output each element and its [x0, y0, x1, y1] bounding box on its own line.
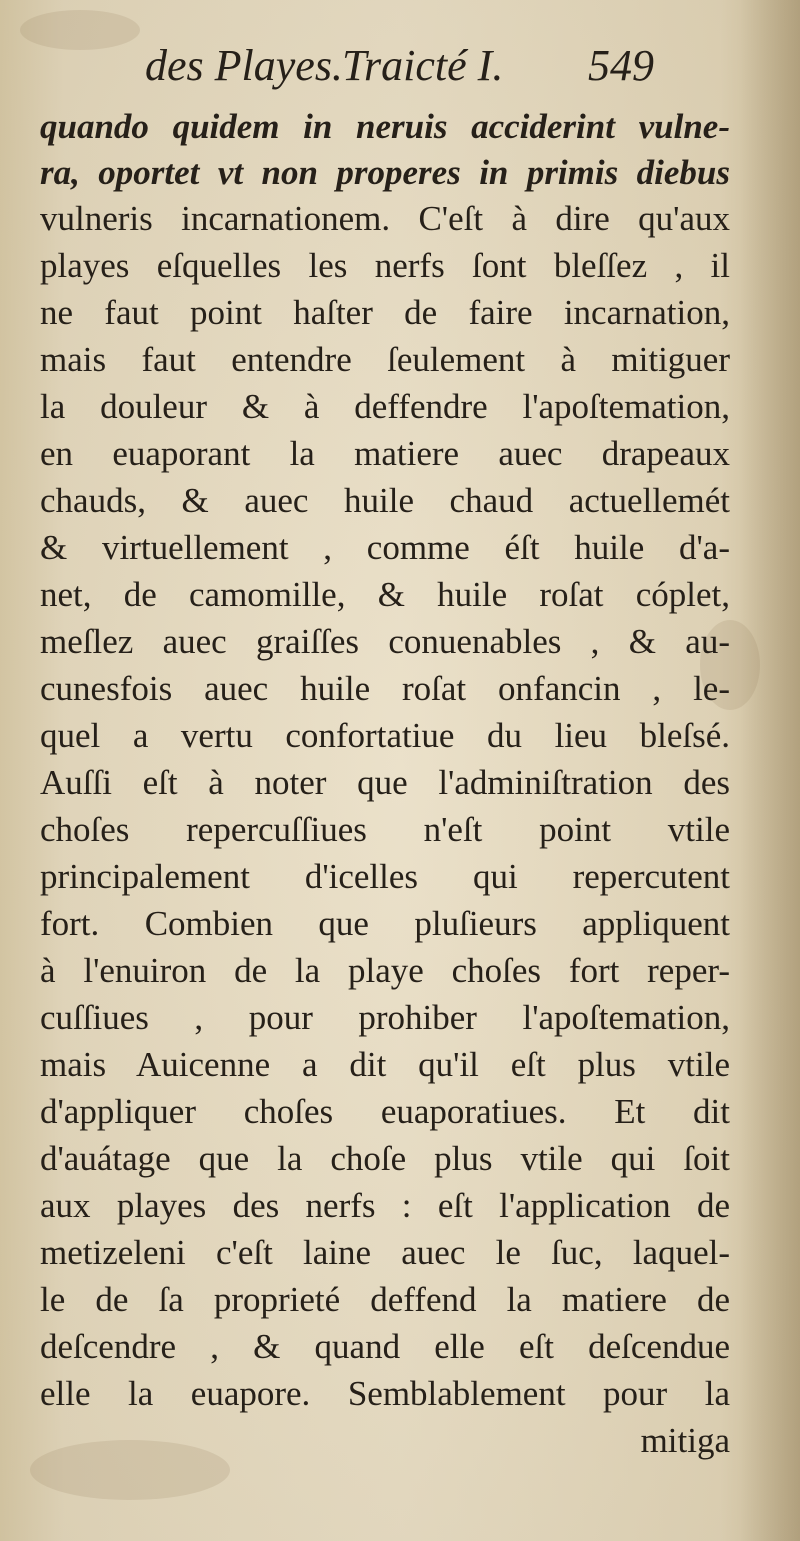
text-line: cuſſiues , pour prohiber l'apoſtemation,	[40, 998, 730, 1037]
text-line: à l'enuiron de la playe choſes fort reper-	[40, 951, 730, 990]
running-header	[0, 40, 800, 100]
page-edge-shadow	[740, 0, 800, 1541]
text-line: ne faut point haſter de faire incarnation,	[40, 293, 730, 332]
page-number: 549	[588, 41, 654, 90]
text-line: deſcendre , & quand elle eſt deſcendue	[40, 1327, 730, 1366]
text-line: chauds, & auec huile chaud actuellemét	[40, 481, 730, 520]
text-line: elle la euapore. Semblablement pour la	[40, 1374, 730, 1413]
text-line: le de ſa proprieté deffend la matiere de	[40, 1280, 730, 1319]
text-line: playes eſquelles les nerfs ſont bleſſez , il	[40, 246, 730, 285]
text-line: en euaporant la matiere auec drapeaux	[40, 434, 730, 473]
text-line: cunesfois auec huile roſat onfancin , le-	[40, 669, 730, 708]
text-line: quel a vertu confortatiue du lieu bleſsé.	[40, 716, 730, 755]
text-line: la douleur & à deffendre l'apoſtemation,	[40, 387, 730, 426]
text-line: net, de camomille, & huile roſat cóplet,	[40, 575, 730, 614]
text-line: metizeleni c'eſt laine auec le ſuc, laquel-	[40, 1233, 730, 1272]
text-line: fort. Combien que pluſieurs appliquent	[40, 904, 730, 943]
text-line: Auſſi eſt à noter que l'adminiſtration des	[40, 763, 730, 802]
text-line: mais Auicenne a dit qu'il eſt plus vtile	[40, 1045, 730, 1084]
text-line: aux playes des nerfs : eſt l'application de	[40, 1186, 730, 1225]
text-line: d'appliquer choſes euaporatiues. Et dit	[40, 1092, 730, 1131]
text-line: & virtuellement , comme éſt huile d'a-	[40, 528, 730, 567]
text-line: mais faut entendre ſeulement à mitiguer	[40, 340, 730, 379]
text-line: ra, oportet vt non properes in primis diebus	[40, 153, 730, 192]
header-center: Traicté I.	[342, 41, 504, 90]
text-line: vulneris incarnationem. C'eſt à dire qu'aux	[40, 199, 730, 238]
text-line: choſes repercuſſiues n'eſt point vtile	[40, 810, 730, 849]
text-line: meſlez auec graiſſes conuenables , & au-	[40, 622, 730, 661]
text-line: principalement d'icelles qui repercutent	[40, 857, 730, 896]
text-line: quando quidem in neruis acciderint vulne-	[40, 107, 730, 146]
header-left: des Playes.	[145, 41, 343, 90]
catchword: mitiga	[640, 1421, 730, 1460]
text-line: d'auátage que la choſe plus vtile qui ſoit	[40, 1139, 730, 1178]
